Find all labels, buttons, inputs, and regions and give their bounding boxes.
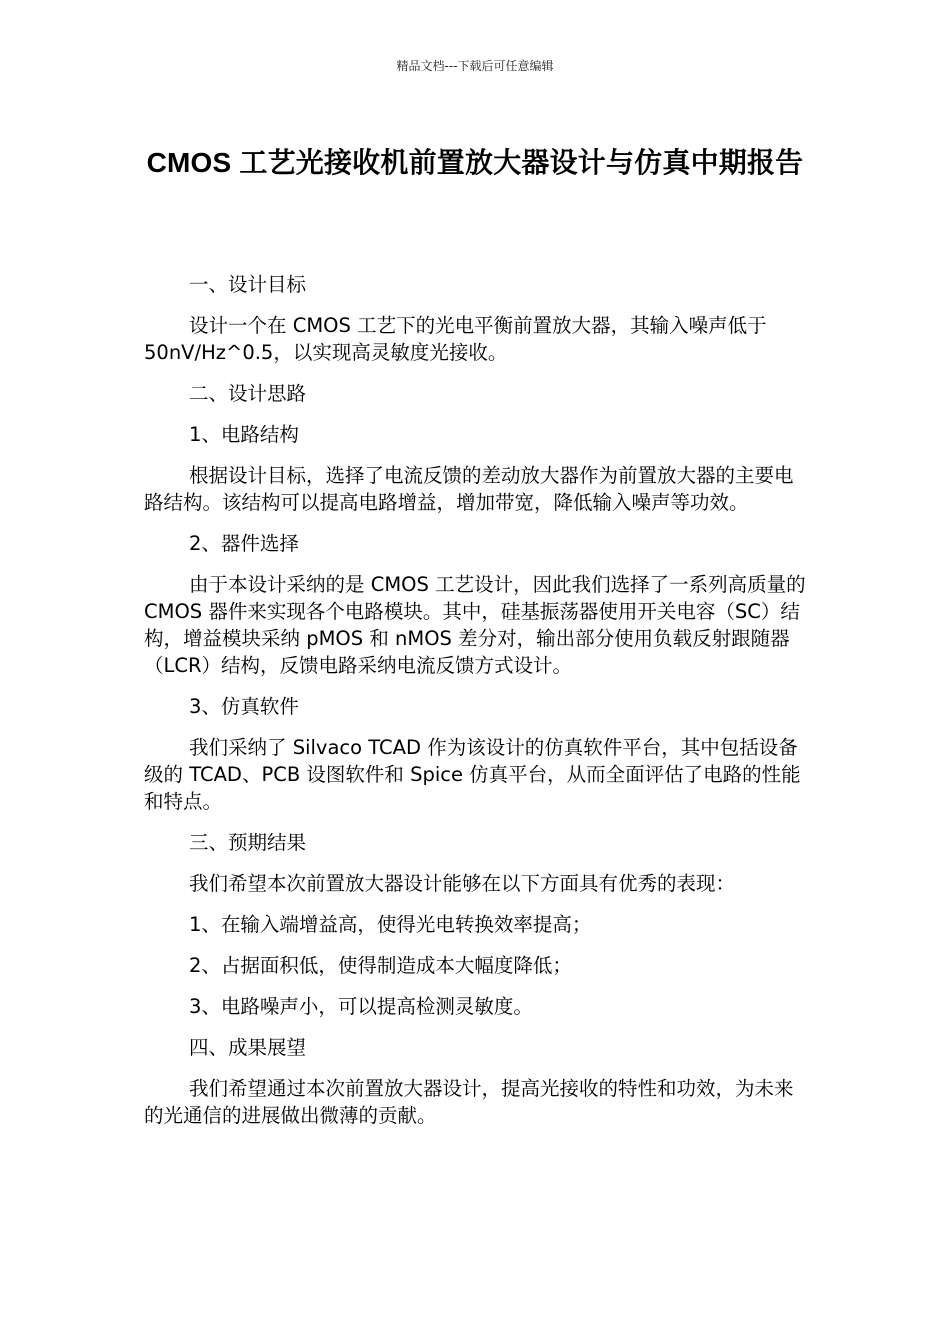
heading-design-approach: 二、设计思路 bbox=[189, 382, 307, 405]
paragraph-device-selection: 由于本设计采纳的是 CMOS 工艺设计，因此我们选择了一系列高质量的 CMOS 器件来实现各个电路模块。其中，硅基振荡器使用开关电容（SC）结构，增益模块采纳 pMOS 和 nMOS 差分对，输出部分使用负载反射跟随器（LCR）结构，反馈电路采纳电流反馈方式设计。 bbox=[144, 573, 806, 677]
list-item: 3、电路噪声小，可以提高检测灵敏度。 bbox=[189, 995, 533, 1018]
heading-outlook: 四、成果展望 bbox=[189, 1036, 307, 1059]
list-item: 1、在输入端增益高，使得光电转换效率提高； bbox=[189, 913, 592, 936]
paragraph-circuit-structure: 根据设计目标，选择了电流反馈的差动放大器作为前置放大器的主要电路结构。该结构可以提高电路增益，增加带宽，降低输入噪声等功效。 bbox=[144, 464, 794, 514]
heading-expected-results: 三、预期结果 bbox=[189, 831, 307, 854]
paragraph-outlook: 我们希望通过本次前置放大器设计，提高光接收的特性和功效，为未来的光通信的进展做出微薄的贡献。 bbox=[144, 1077, 794, 1127]
subheading-device-selection: 2、器件选择 bbox=[189, 532, 299, 555]
paragraph-design-goal: 设计一个在 CMOS 工艺下的光电平衡前置放大器，其输入噪声低于 50nV/Hz^0.5，以实现高灵敏度光接收。 bbox=[144, 314, 767, 364]
paragraph-simulation-software: 我们采纳了 Silvaco TCAD 作为该设计的仿真软件平台，其中包括设备级的 TCAD、PCB 设图软件和 Spice 仿真平台，从而全面评估了电路的性能和特点。 bbox=[144, 736, 801, 813]
paragraph-expected-results: 我们希望本次前置放大器设计能够在以下方面具有优秀的表现： bbox=[189, 872, 736, 895]
subheading-simulation-software: 3、仿真软件 bbox=[189, 695, 299, 718]
document-body bbox=[144, 271, 809, 1143]
document-title: CMOS 工艺光接收机前置放大器设计与仿真中期报告 bbox=[146, 147, 804, 178]
heading-design-goal: 一、设计目标 bbox=[189, 273, 307, 296]
subheading-circuit-structure: 1、电路结构 bbox=[189, 423, 299, 446]
list-item: 2、占据面积低，使得制造成本大幅度降低； bbox=[189, 954, 572, 977]
page-header: 精品文档---下载后可任意编辑 bbox=[396, 59, 554, 73]
